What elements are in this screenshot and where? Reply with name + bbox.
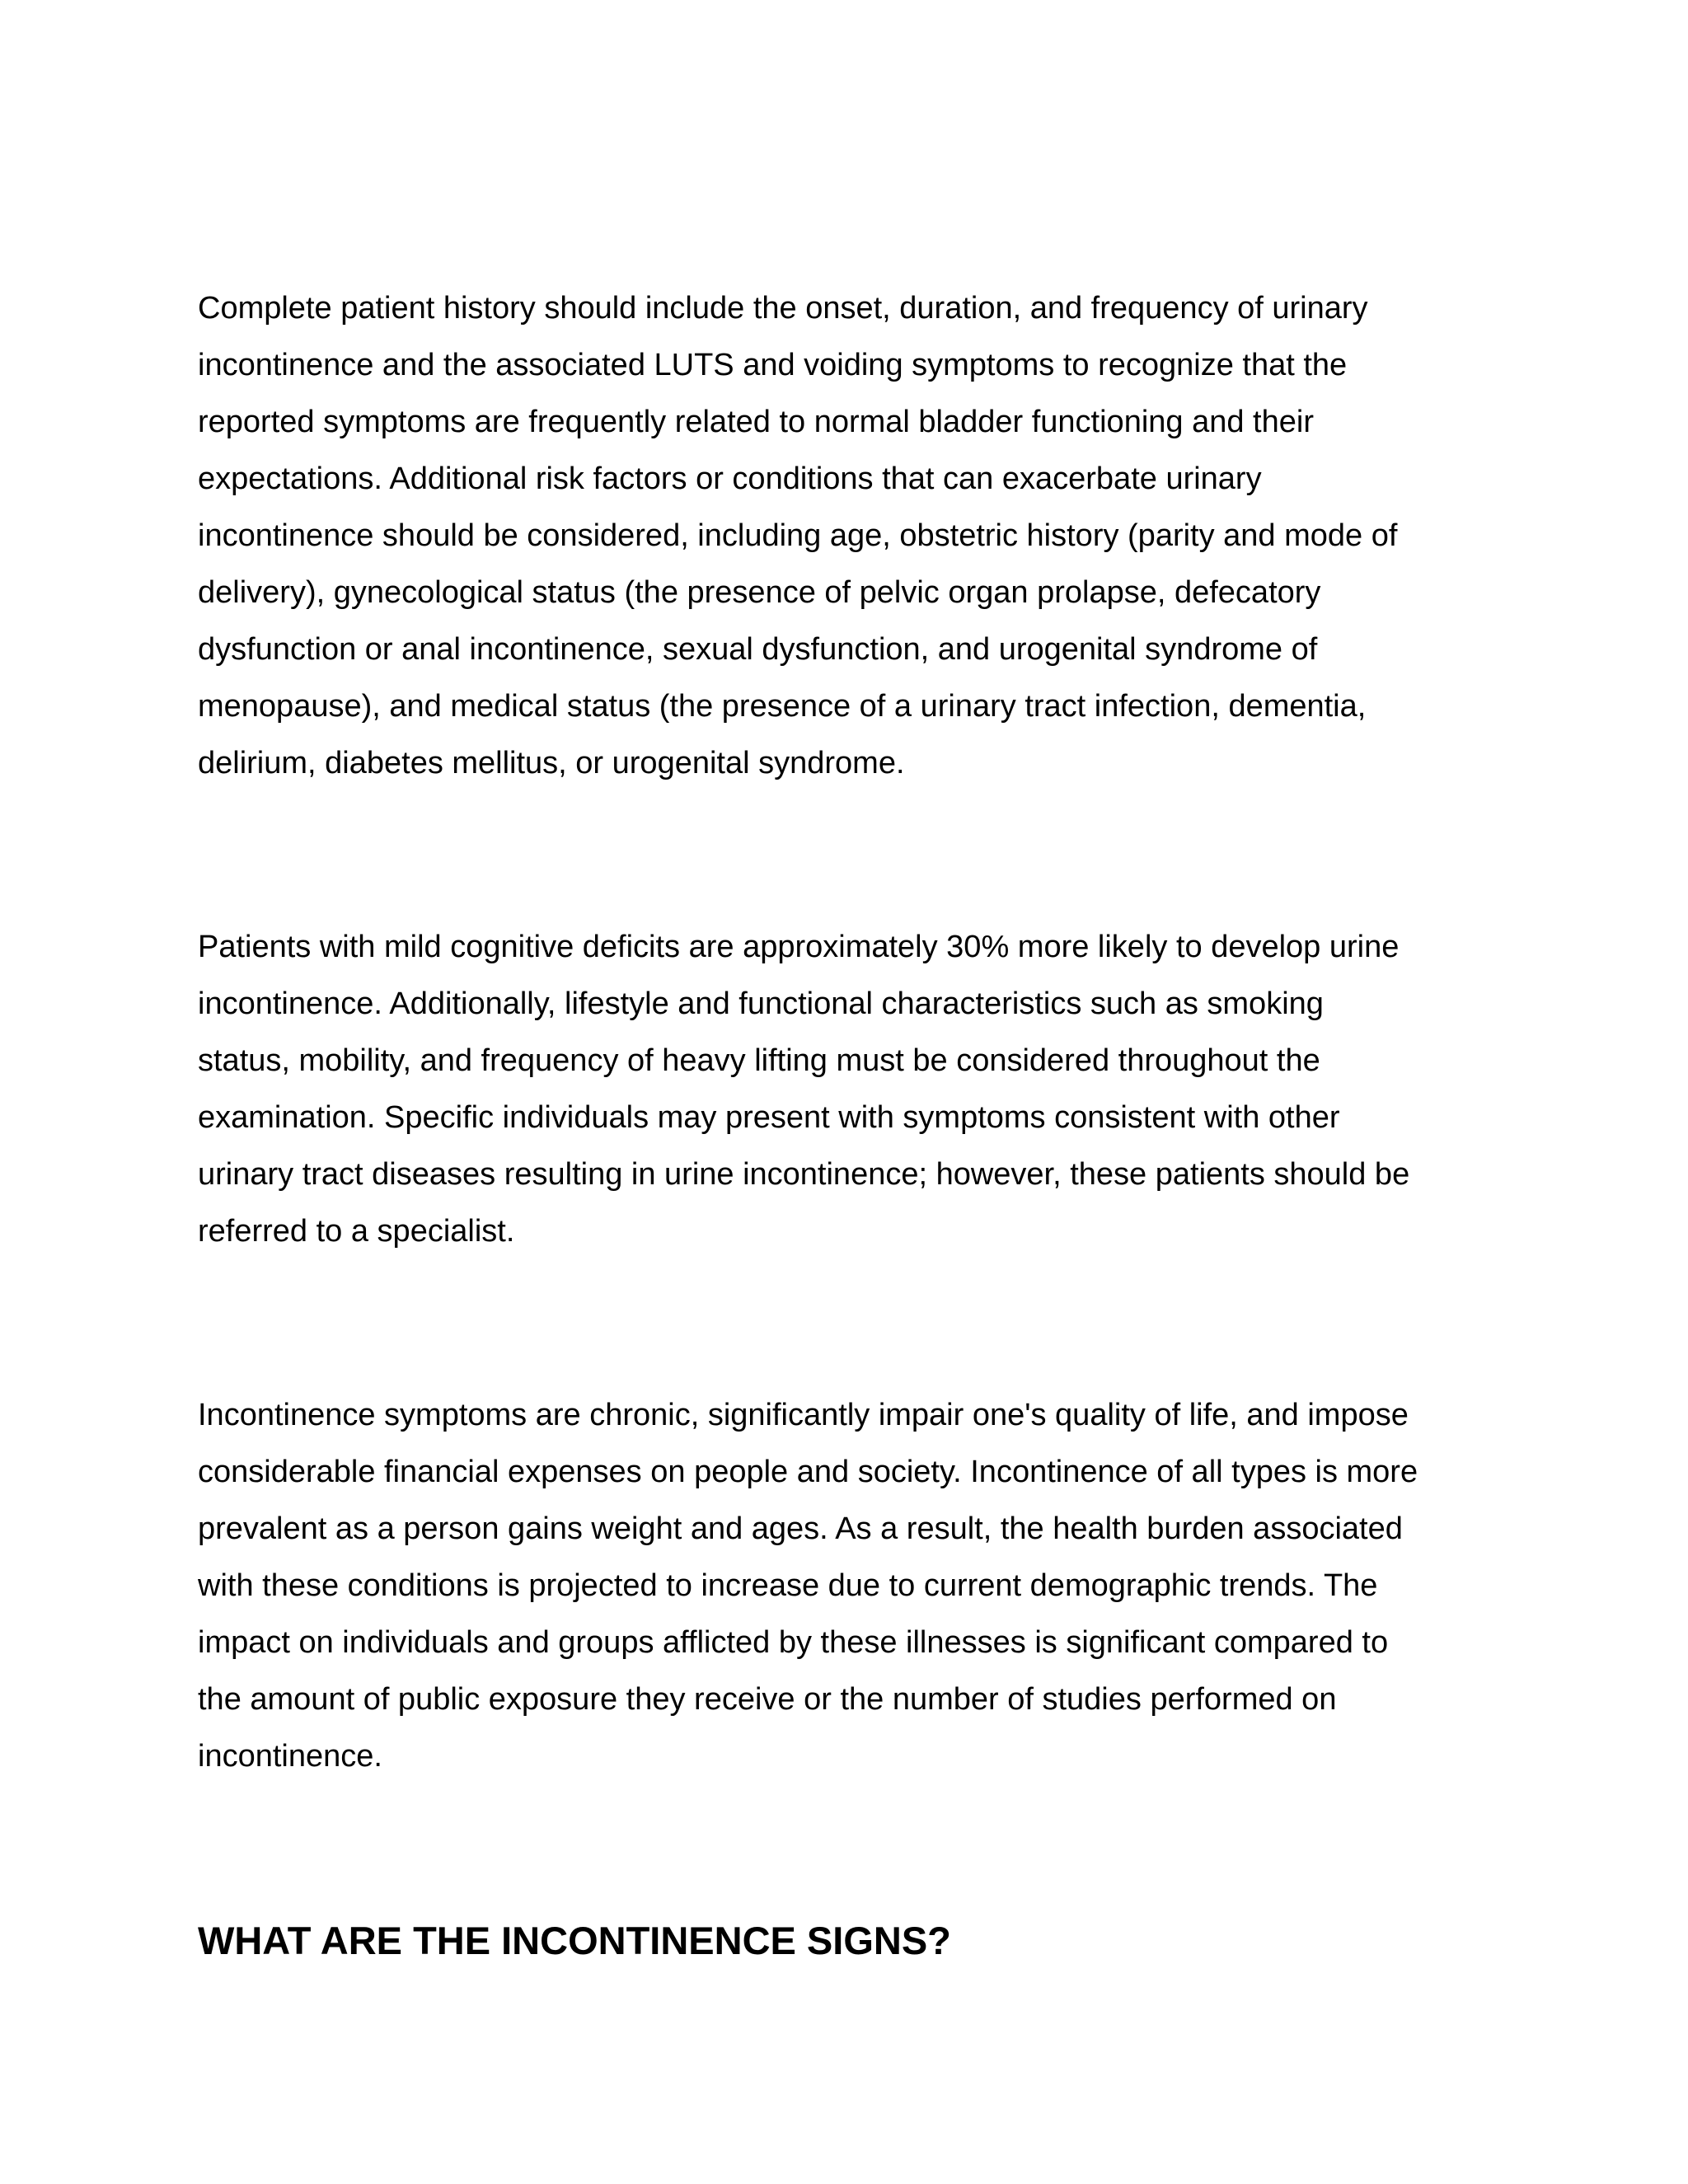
paragraph-cognitive-deficits: [198, 919, 1550, 1260]
text-line: impact on individuals and groups afflicted by these illnesses is significant compared to: [198, 1625, 1389, 1660]
text-line: status, mobility, and frequency of heavy lifting must be considered throughout the: [198, 1043, 1320, 1078]
text-line: prevalent as a person gains weight and ages. As a result, the health burden associated: [198, 1511, 1403, 1546]
text-line: with these conditions is projected to increase due to current demographic trends. The: [198, 1568, 1378, 1603]
text-line: Incontinence symptoms are chronic, significantly impair one's quality of life, and impose: [198, 1398, 1409, 1432]
text-line: incontinence should be considered, including age, obstetric history (parity and mode of: [198, 518, 1398, 553]
text-line: Patients with mild cognitive deficits are approximately 30% more likely to develop urine: [198, 930, 1400, 964]
text-line: delivery), gynecological status (the presence of pelvic organ prolapse, defecatory: [198, 575, 1321, 610]
text-line: reported symptoms are frequently related to normal bladder functioning and their: [198, 405, 1314, 439]
text-line: urinary tract diseases resulting in urine incontinence; however, these patients should be: [198, 1157, 1410, 1192]
text-line: incontinence and the associated LUTS and voiding symptoms to recognize that the: [198, 348, 1348, 382]
text-line: referred to a specialist.: [198, 1214, 515, 1249]
text-line: considerable financial expenses on people and society. Incontinence of all types is more: [198, 1455, 1418, 1489]
text-line: incontinence.: [198, 1739, 382, 1774]
text-line: the amount of public exposure they receive or the number of studies performed on: [198, 1682, 1337, 1717]
section-heading: WHAT ARE THE INCONTINENCE SIGNS?: [198, 1919, 951, 1962]
text-line: dysfunction or anal incontinence, sexual dysfunction, and urogenital syndrome of: [198, 632, 1318, 667]
paragraph-patient-history: [198, 280, 1550, 792]
text-line: Complete patient history should include the onset, duration, and frequency of urinary: [198, 291, 1368, 326]
text-line: examination. Specific individuals may present with symptoms consistent with other: [198, 1100, 1340, 1135]
text-line: expectations. Additional risk factors or conditions that can exacerbate urinary: [198, 462, 1262, 496]
text-line: delirium, diabetes mellitus, or urogenital syndrome.: [198, 746, 905, 780]
text-line: menopause), and medical status (the presence of a urinary tract infection, dementia,: [198, 689, 1367, 724]
paragraph-incontinence-burden: [198, 1387, 1550, 1785]
text-line: incontinence. Additionally, lifestyle and functional characteristics such as smoking: [198, 987, 1324, 1021]
